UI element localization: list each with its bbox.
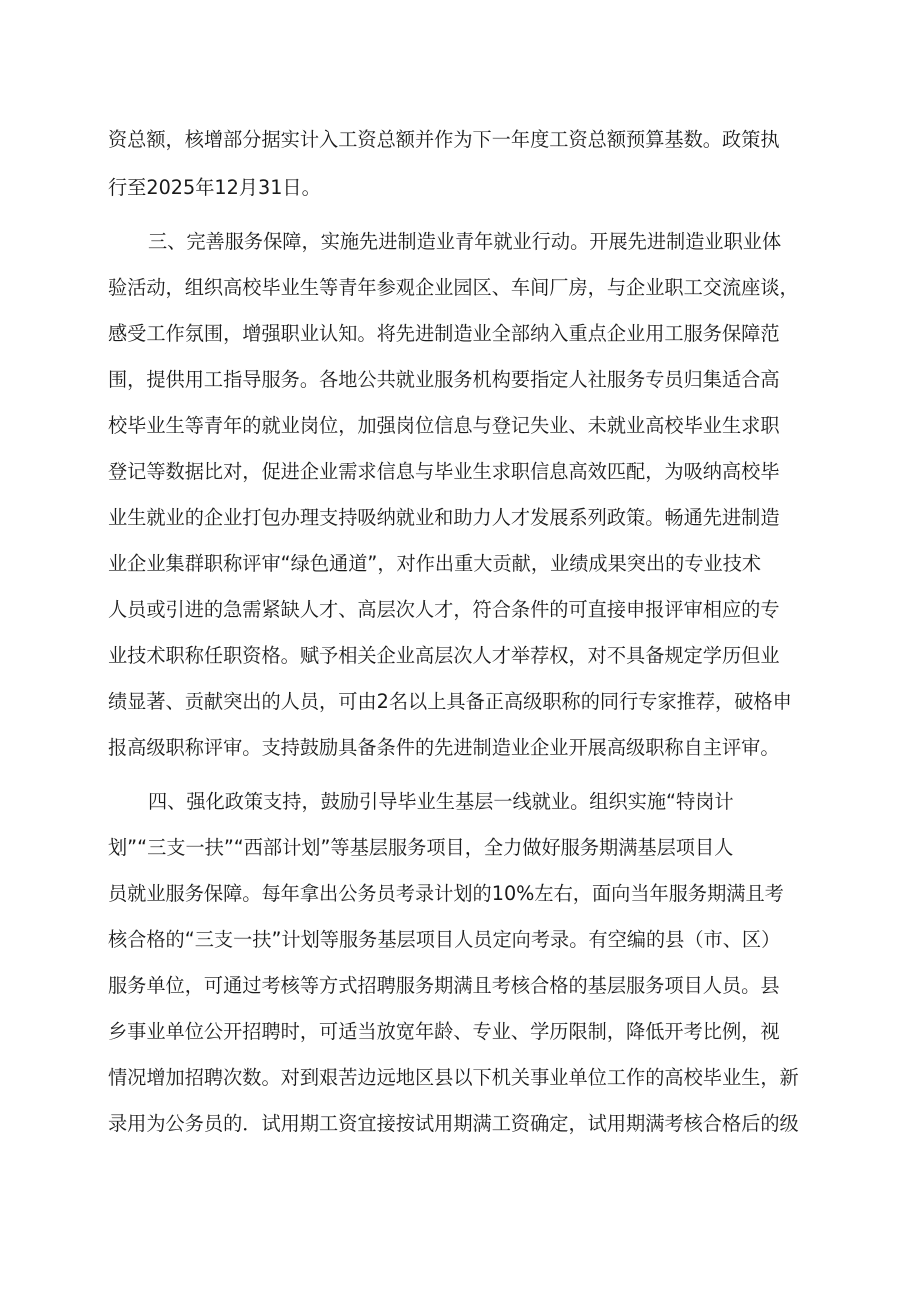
- text-line: 报高级职称评审。支持鼓励具备条件的先进制造业企业开展高级职称自主评审。: [108, 736, 780, 759]
- text-line: 乡事业单位公开招聘时，可适当放宽年龄、专业、学历限制，降低开考比例，视: [108, 1020, 780, 1043]
- text-line: 围，提供用工指导服务。各地公共就业服务机构要指定人社服务专员归集适合高: [108, 368, 780, 391]
- text-line: 业技术职称任职资格。赋予相关企业高层次人才举荐权，对不具备规定学历但业: [108, 644, 780, 667]
- text-line: 资总额，核增部分据实计入工资总额并作为下一年度工资总额预算基数。政策执: [108, 128, 780, 151]
- text-line: 业企业集群职称评审“绿色通道”，对作出重大贡献，业绩成果突出的专业技术: [108, 552, 762, 575]
- text-line: 绩显著、贡献突出的人员，可由2名以上具备正高级职称的同行专家推荐，破格申: [108, 690, 792, 713]
- text-line: 核合格的“三支一扶”计划等服务基层项目人员定向考录。有空编的县（市、区）: [108, 928, 781, 951]
- text-line: 员就业服务保障。每年拿出公务员考录计划的10%左右，面向当年服务期满且考: [108, 882, 784, 905]
- text-line: 录用为公务员的．试用期工资宜接按试用期满工资确定，试用期满考核合格后的级: [108, 1112, 799, 1135]
- text-line: 验活动，组织高校毕业生等青年参观企业园区、车间厂房，与企业职工交流座谈，: [108, 276, 799, 299]
- text-line: 行至2025年12月31日。: [108, 176, 321, 199]
- section-heading-3: 三、完善服务保障，实施先进制造业青年就业行动。开展先进制造业职业体: [148, 230, 782, 253]
- text-line: 登记等数据比对，促进企业需求信息与毕业生求职信息高效匹配，为吸纳高校毕: [108, 460, 780, 483]
- text-line: 业生就业的企业打包办理支持吸纳就业和助力人才发展系列政策。畅通先进制造: [108, 506, 780, 529]
- text-line: 划”“三支一扶”“西部计划”等基层服务项目，全力做好服务期满基层项目人: [108, 836, 734, 859]
- text-line: 感受工作氛围，增强职业认知。将先进制造业全部纳入重点企业用工服务保障范: [108, 322, 780, 345]
- text-line: 校毕业生等青年的就业岗位，加强岗位信息与登记失业、未就业高校毕业生求职: [108, 414, 780, 437]
- text-line: 服务单位，可通过考核等方式招聘服务期满且考核合格的基层服务项目人员。县: [108, 974, 780, 997]
- text-line: 情况增加招聘次数。对到艰苦边远地区县以下机关事业单位工作的高校毕业生，新: [108, 1066, 799, 1089]
- section-heading-4: 四、强化政策支持，鼓励引导毕业生基层一线就业。组织实施“特岗计: [148, 790, 734, 813]
- text-line: 人员或引进的急需紧缺人才、高层次人才，符合条件的可直接申报评审相应的专: [108, 598, 780, 621]
